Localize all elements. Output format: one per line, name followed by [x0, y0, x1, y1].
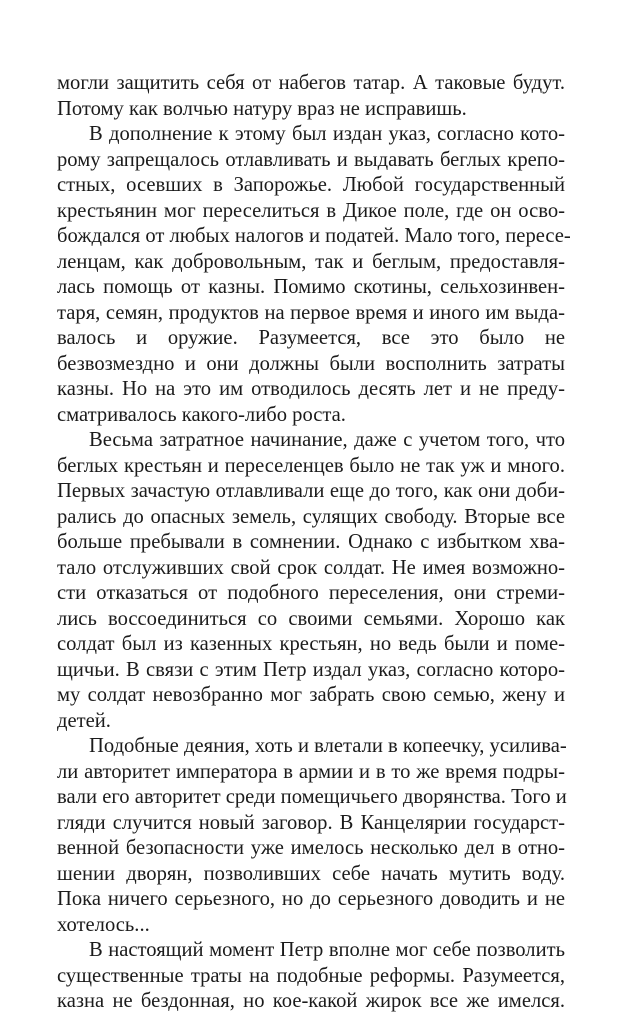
- paragraph-1: [57, 71, 565, 122]
- text-line: В настоящий момент Петр вполне мог себе позволить: [89, 939, 565, 961]
- text-line: вали его авторитет среди помещичьего дворянства. Того и: [57, 786, 567, 808]
- text-line: могли защитить себя от набегов татар. А таковые будут.: [57, 72, 565, 94]
- text-line: стных, осевших в Запорожье. Любой государственный: [57, 174, 565, 196]
- text-line: рому запрещалось отлавливать и выдавать беглых крепо-: [57, 148, 565, 171]
- text-line: бождался от любых налогов и податей. Мало того, пересе-: [57, 225, 571, 247]
- text-line: ли авторитет императора в армии и в то же время подры-: [57, 760, 565, 783]
- text-line: ленцам, как добровольным, так и беглым, предоставля-: [57, 250, 565, 273]
- text-line: щичьи. В связи с этим Петр издал указ, согласно которо-: [57, 658, 565, 681]
- paragraph-2: [57, 122, 571, 428]
- text-line: хотелось...: [57, 913, 150, 936]
- text-line: венной безопасности уже имелось несколько дел в отно-: [57, 837, 565, 859]
- text-line: гляди случится новый заговор. В Канцелярии государст-: [57, 811, 565, 834]
- text-line: сти отказаться от подобного переселения, они стреми-: [57, 582, 565, 604]
- text-line: лись воссоединиться со своими семьями. Хорошо как: [57, 607, 565, 630]
- text-line: Пока ничего серьезного, но до серьезного доводить и не: [57, 888, 565, 910]
- text-line: Первых зачастую отлавливали еще до того, как они доби-: [57, 480, 565, 502]
- text-line: Потому как волчью натуру враз не исправишь.: [57, 97, 467, 120]
- paragraph-3: [57, 428, 565, 734]
- text-line: таря, семян, продуктов на первое время и иного им выда-: [57, 301, 565, 324]
- paragraph-5: [57, 938, 565, 1015]
- text-line: сматривалось какого-либо роста.: [57, 403, 346, 426]
- text-line: детей.: [57, 709, 111, 732]
- text-line: безвозмездно и они должны были восполнить затраты: [57, 352, 565, 375]
- text-line: крестьянин мог переселиться в Дикое поле, где он осво-: [57, 199, 565, 222]
- text-line: больше пребывали в сомнении. Однако с избытком хва-: [57, 531, 565, 553]
- text-line: шении дворян, позволивших себе начать мутить воду.: [57, 862, 565, 885]
- text-line: рались до опасных земель, сулящих свободу. Вторые все: [57, 505, 565, 528]
- text-line: лась помощь от казны. Помимо скотины, сельхозинвен-: [57, 276, 565, 298]
- text-line: беглых крестьян и переселенцев было не так уж и много.: [57, 454, 565, 477]
- paragraph-4: [57, 734, 565, 938]
- text-line: В дополнение к этому был издан указ, согласно кото-: [89, 123, 565, 145]
- text-line: му солдат невозбранно мог забрать свою семью, жену и: [57, 684, 565, 706]
- text-line: казны. Но на это им отводилось десять лет и не преду-: [57, 378, 565, 400]
- page-text-column: [57, 71, 571, 1015]
- text-line: Весьма затратное начинание, даже с учетом того, что: [89, 429, 565, 451]
- text-line: солдат был из казенных крестьян, но ведь были и поме-: [57, 633, 565, 655]
- text-line: валось и оружие. Разумеется, все это было не: [57, 327, 565, 349]
- text-line: существенные траты на подобные реформы. Разумеется,: [57, 964, 565, 987]
- text-line: Подобные деяния, хоть и влетали в копеечку, усилива-: [89, 735, 567, 757]
- text-line: тало отслуживших свой срок солдат. Не имея возможно-: [57, 556, 565, 579]
- text-line: казна не бездонная, но кое-какой жирок все же имелся.: [57, 990, 565, 1012]
